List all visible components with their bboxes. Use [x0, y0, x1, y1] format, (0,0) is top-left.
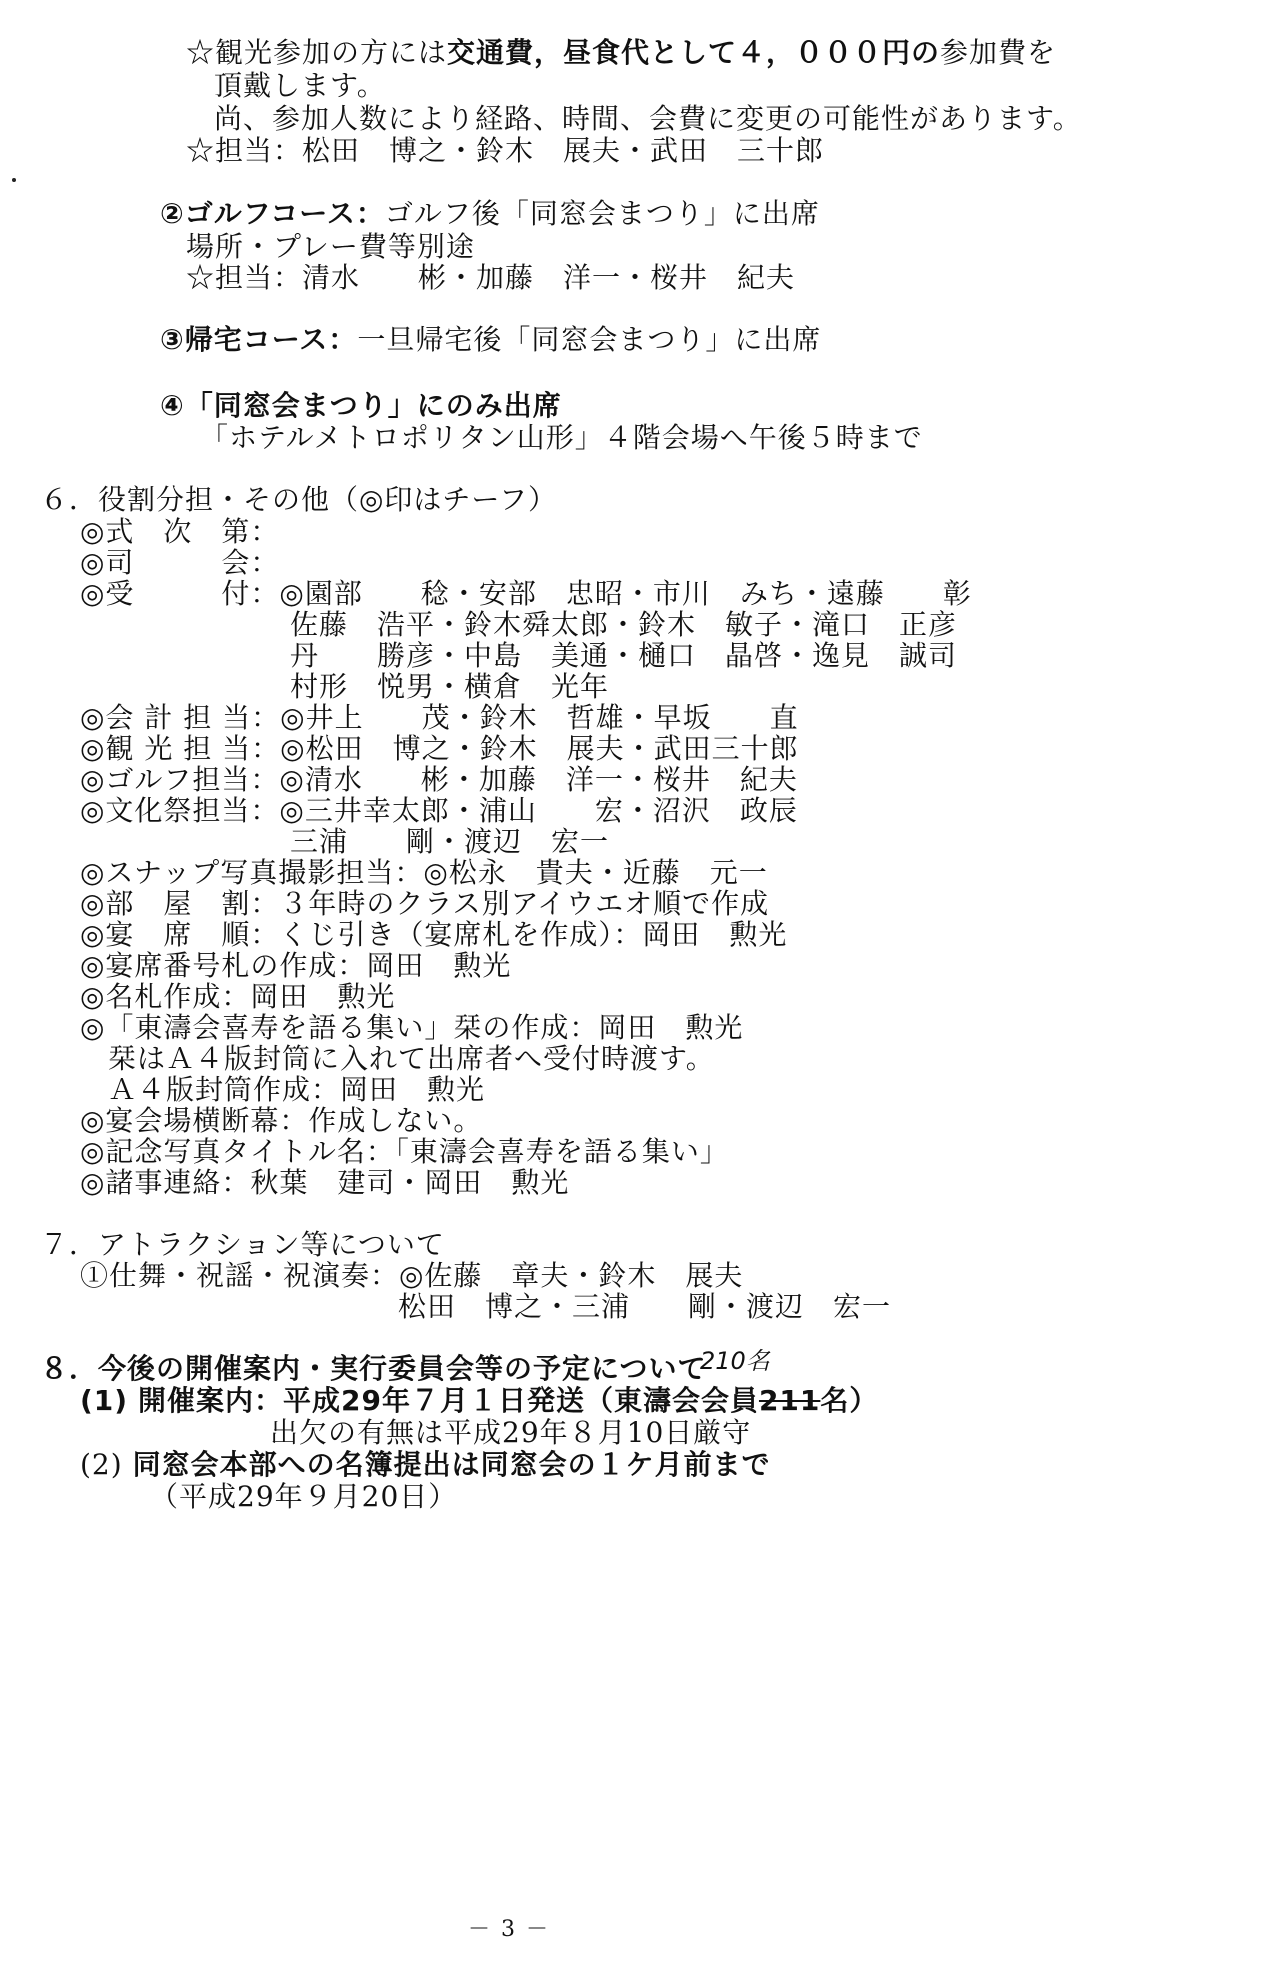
- schedule-item-2-date: （平成29年９月20日）: [150, 1480, 458, 1513]
- section-6-heading: ６．役割分担・その他（◎印はチーフ）: [40, 483, 558, 516]
- attraction-line: ①仕舞・祝謡・祝演奏：◎佐藤 章夫・鈴木 展夫: [80, 1259, 744, 1292]
- struck-count: 211: [758, 1384, 821, 1417]
- tour-fee-prefix: ☆観光参加の方には: [186, 36, 448, 69]
- role-line: ◎部 屋 割：３年時のクラス別アイウエオ順で作成: [80, 887, 770, 920]
- tour-note: 尚、参加人数により経路、時間、会費に変更の可能性があります。: [214, 102, 1082, 135]
- page-number: － 3 －: [468, 1917, 550, 1942]
- golf-course-staff: ☆担当：清水 彬・加藤 洋一・桜井 紀夫: [186, 261, 796, 294]
- role-line: ◎司 会：: [80, 546, 280, 579]
- role-line: ◎観 光 担 当：◎松田 博之・鈴木 展夫・武田三十郎: [80, 732, 799, 765]
- role-line: ◎諸事連絡：秋葉 建司・岡田 勲光: [80, 1166, 570, 1199]
- role-line: ◎「東濤会喜寿を語る集い」栞の作成：岡田 勲光: [80, 1011, 744, 1044]
- role-line: ◎式 次 第：: [80, 515, 280, 548]
- role-line: Ａ４版封筒作成：岡田 勲光: [108, 1073, 486, 1106]
- role-line: ◎記念写真タイトル名：「東濤会喜寿を語る集い」: [80, 1135, 729, 1168]
- golf-course-title: ②ゴルフコース：: [160, 197, 385, 230]
- tour-fee-suffix: 参加費を: [940, 36, 1057, 69]
- role-line: ◎受 付：◎園部 稔・安部 忠昭・市川 みち・遠藤 彰: [80, 577, 972, 610]
- role-line: ◎スナップ写真撮影担当：◎松永 貴夫・近藤 元一: [80, 856, 768, 889]
- role-line: ◎ゴルフ担当：◎清水 彬・加藤 洋一・桜井 紀夫: [80, 763, 798, 796]
- role-line: 村形 悦男・横倉 光年: [290, 670, 610, 703]
- role-line: ◎宴 席 順：くじ引き（宴席札を作成）：岡田 勲光: [80, 918, 788, 951]
- golf-course-note: 場所・プレー費等別途: [186, 230, 475, 263]
- role-line: ◎宴席番号札の作成：岡田 勲光: [80, 949, 512, 982]
- schedule-item-1-num: (1): [80, 1384, 129, 1417]
- tour-fee-line: [186, 35, 1056, 71]
- role-line: 丹 勝彦・中島 美通・樋口 晶啓・逸見 誠司: [290, 639, 958, 672]
- festival-only-title: ④「同窓会まつり」にのみ出席: [160, 389, 562, 422]
- role-line: 三浦 剛・渡辺 宏一: [290, 825, 610, 858]
- schedule-item-2: [80, 1447, 771, 1483]
- role-line: ◎名札作成：岡田 勲光: [80, 980, 396, 1013]
- golf-course-desc: ゴルフ後「同窓会まつり」に出席: [384, 197, 820, 230]
- home-course-title: ③帰宅コース：: [160, 323, 358, 356]
- tour-staff: ☆担当：松田 博之・鈴木 展夫・武田 三十郎: [186, 134, 825, 167]
- role-line: ◎文化祭担当：◎三井幸太郎・浦山 宏・沼沢 政辰: [80, 794, 798, 827]
- schedule-item-2-text: 同窓会本部への名簿提出は同窓会の１ケ月前まで: [132, 1448, 771, 1481]
- role-line: 栞はＡ４版封筒に入れて出席者へ受付時渡す。: [108, 1042, 715, 1075]
- section-8-heading: ８．今後の開催案内・実行委員会等の予定について: [40, 1352, 707, 1385]
- role-line: ◎宴会場横断幕：作成しない。: [80, 1104, 483, 1137]
- role-line: 佐藤 浩平・鈴木舜太郎・鈴木 敏子・滝口 正彦: [290, 608, 958, 641]
- golf-course-line: [160, 196, 820, 232]
- speck-mark: [12, 178, 16, 182]
- schedule-item-1-deadline: 出欠の有無は平成29年８月10日厳守: [270, 1416, 752, 1449]
- festival-venue: 「ホテルメトロポリタン山形」４階会場へ午後５時まで: [200, 421, 923, 454]
- home-course-line: [160, 322, 821, 358]
- schedule-item-1-text: 開催案内：平成29年７月１日発送（東濤会会員: [137, 1384, 759, 1417]
- schedule-item-2-num: (2): [80, 1448, 123, 1481]
- section-7-heading: ７．アトラクション等について: [40, 1228, 445, 1261]
- role-line: ◎会 計 担 当：◎井上 茂・鈴木 哲雄・早坂 直: [80, 701, 799, 734]
- tour-fee-bold: 交通費，昼食代として４，０００円の: [447, 36, 941, 69]
- attraction-line-2: 松田 博之・三浦 剛・渡辺 宏一: [398, 1290, 892, 1323]
- handwritten-count: 210名: [700, 1347, 770, 1375]
- home-course-desc: 一旦帰宅後「同窓会まつり」に出席: [357, 323, 822, 356]
- schedule-item-1-end: 名）: [820, 1384, 879, 1417]
- schedule-item-1: [80, 1383, 878, 1419]
- tour-fee-line-2: 頂戴します。: [214, 69, 386, 102]
